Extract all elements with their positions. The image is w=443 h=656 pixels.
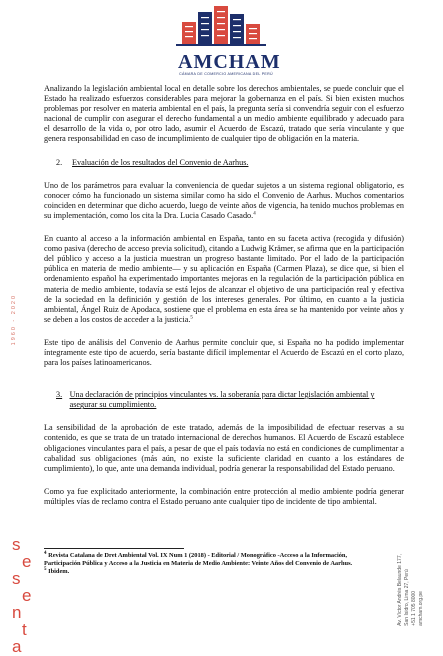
footnote-number: 5 <box>44 567 47 573</box>
buildings-icon <box>170 4 280 54</box>
footnote-ref: 4 <box>253 211 256 217</box>
section-heading-3 <box>56 390 404 410</box>
brand-name: AMCHAM <box>178 51 281 73</box>
contact-phone: +51 1 705 8000 <box>411 590 417 626</box>
wordmark-letter: e <box>22 552 32 571</box>
footnote-text: Ibidem. <box>46 568 70 576</box>
section-title: Evaluación de los resultados del Convenio de Aarhus. <box>72 157 249 167</box>
wordmark-letter: a <box>12 637 22 656</box>
contact-website: amcham.org.pe <box>418 591 424 626</box>
footnote <box>44 568 364 576</box>
wordmark-letter: t <box>22 620 27 639</box>
brand-subtitle: CÁMARA DE COMERCIO AMERICANA DEL PERÚ <box>179 72 273 76</box>
section-title: Una declaración de principios vinculantes vs. la soberanía para dictar legislación ambiental y asegurar su cumplimiento. <box>69 390 375 410</box>
paragraph-text: En cuanto al acceso a la información ambiental en España, tanto en su faceta activa (recogida y difusión) como pasiva (derecho de acceso previa solicitud), citando a Ludwig Krämer, se afirma que en la participación del público y acceso a la justicia muestran un progreso bastante limitado. Por el lado de la participación pública en materia de medio ambiente— y su aplicación en España (Carmen Plaza), se dice que, si bien el ordenamiento español ha experimentado importantes mejoras en la regulación de la participación pública en materia de medio ambiente, todavía se está lejos de alcanzar el objetivo de una participación real y efectiva de la sociedad en la definición y gestión de los intereses generales. Por último, en cuanto a la justicia ambiental, Ángel Ruiz de Apodaca, sostiene que el problema en esta área se ha mantenido por veinte años y se deben a los costos de acceder a la justicia. <box>44 234 404 324</box>
anniversary-years: 1960 - 2020 <box>11 294 17 346</box>
footnotes <box>44 548 364 577</box>
section-number: 2. <box>56 157 63 167</box>
contact-address: Av. Víctor Andrés Belaunde 177, <box>397 554 403 626</box>
footnote-ref: 5 <box>190 315 193 321</box>
paragraph <box>44 234 404 325</box>
footnote-text: Revista Catalana de Dret Ambiental Vol. IX Num 1 (2018) - Editorial / Monográfico -Acceso a la Información, Participación Pública y Acceso a la Justicia en Materia de Medio Ambiente: Veinte Años del Convenio de Aarhus. <box>44 552 353 567</box>
footnote <box>44 552 364 567</box>
section-heading-2 <box>56 158 404 168</box>
contact-city: San Isidro, Lima 27, Perú <box>404 569 410 626</box>
section-number: 3. <box>56 390 63 400</box>
wordmark-letter: n <box>12 603 22 622</box>
wordmark-letter: s <box>12 535 21 554</box>
footnote-number: 4 <box>44 550 47 556</box>
paragraph <box>44 181 404 221</box>
paragraph: Como ya fue explicitado anteriormente, la combinación entre protección al medio ambiente podría generar múltiples vías de reclamo contra el Estado peruano ante cualquier tipo de incidente de tipo ambiental. <box>44 486 404 506</box>
amcham-logo <box>170 4 280 82</box>
footnote-divider <box>44 548 184 549</box>
paragraph: Analizando la legislación ambiental local en detalle sobre los derechos ambientales, se puede concluir que el Estado ha realizado esfuerzos considerables para mejorar la gobernanza en el país. Si bien existen muchos problemas por resolver en materia ambiental en el país, la pregunta sería si convendría seguir con el esfuerzo nacional de cumplir con asegurar el derecho fundamental a un medio ambiente equilibrado y adecuado para el desarrollo de la vida o, por otro lado, asumir el Acuerdo de Escazú, tratado que sería vinculante y que genera responsabilidad en caso de incumplimiento de cualquier tipo de obligación en la materia. <box>44 84 404 144</box>
wordmark-letter: s <box>12 569 21 588</box>
paragraph: Este tipo de análisis del Convenio de Aarhus permite concluir que, si España no ha podido implementar íntegramente este tipo de acuerdo, sería bastante difícil implementar el Acuerdo de Escazú en el corto plazo, para los países latinoamericanos. <box>44 337 404 368</box>
wordmark-letter: e <box>22 586 32 605</box>
contact-info <box>397 554 425 626</box>
paragraph-text: Uno de los parámetros para evaluar la conveniencia de quedar sujetos a un sistema regional obligatorio, es conocer cómo ha funcionado un sistema similar como ha sido el Convenio de Aarhus. Muchos comentarios coinciden en determinar que dicho acuerdo, luego de veinte años de vigencia, ha tenido muchos problemas en su implementación, como los cita la Dra. Lucia Casado Casado. <box>44 180 404 220</box>
sesenta-wordmark <box>12 536 42 655</box>
paragraph: La sensibilidad de la aprobación de este tratado, además de la imposibilidad de efectuar reservas a su contenido, es que se trata de un tratado internacional de derechos humanos. El Acuerdo de Escazú establece obligaciones vinculantes para el país, a pesar de que el país todavía no está en condiciones de cumplimentar a cabalidad sus obligaciones (más aún, no existe la suficiente claridad en cuanto a los estándares de cumplimiento), lo que, ante una demanda individual, podría generar la responsabilidad del Estado peruano. <box>44 423 404 473</box>
document-body <box>44 84 404 520</box>
